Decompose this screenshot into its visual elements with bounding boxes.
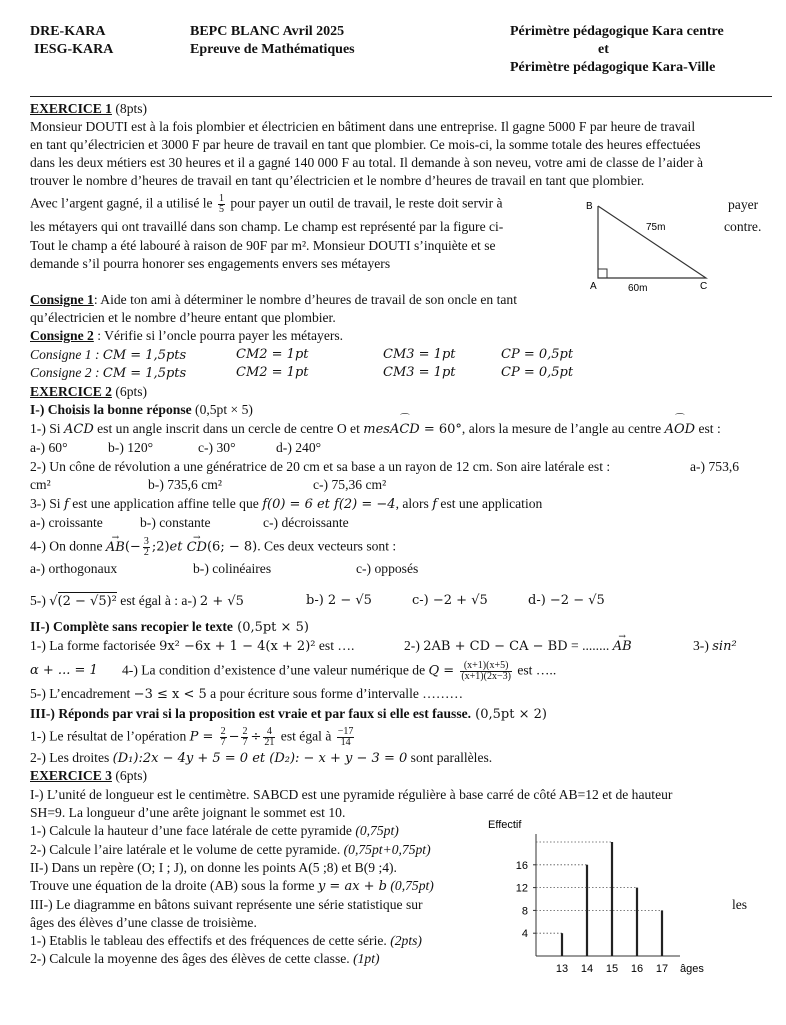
bareme-cp: CP = 0,5pt bbox=[501, 365, 574, 380]
header-perimeter-1: Périmètre pédagogique Kara centre bbox=[510, 24, 724, 39]
ex2-q3-opt-c: c-) décroissante bbox=[263, 515, 349, 530]
bareme-cm3: CM3 = 1pt bbox=[383, 365, 456, 380]
ex2-q2-opt-c: c-) 75,36 cm² bbox=[313, 477, 387, 492]
ex3-line: 1-) Etablis le tableau des effectifs et des fréquences de cette série. (2pts) bbox=[30, 933, 422, 948]
ex1-word-contre: contre. bbox=[724, 219, 762, 234]
ex3-heading: EXERCICE 3 (6pts) bbox=[30, 768, 148, 783]
ex2-q5-opt-c: c-) −2 + √5 bbox=[412, 593, 488, 608]
ex2-s3-q2: 2-) Les droites (D₁):2x − 4y + 5 = 0 et (D₂): − x + y − 3 = 0 sont parallèles. bbox=[30, 750, 493, 766]
ex2-q1-opt-a: a-) 60° bbox=[30, 440, 68, 455]
x-axis-label: âges bbox=[680, 963, 704, 975]
age-stick-diagram bbox=[480, 812, 720, 982]
header-perimeter-2: Périmètre pédagogique Kara-Ville bbox=[510, 60, 716, 75]
x-tick-label: 16 bbox=[630, 963, 644, 975]
ex2-s2-q3: 3-) sin² bbox=[693, 638, 737, 654]
ex1-line: trouver le nombre d’heures de travail en tant qu’électricien et le nombre d’heures de travail en tant que plombier. bbox=[30, 173, 645, 188]
ex2-q1: 1-) Si ⌒ ACD est un angle inscrit dans un cercle de centre O et mes⌒ ACD = 60°, alors la mesure de l’angle au centre ⌒ AOD est : bbox=[30, 420, 721, 438]
ex3-line: I-) L’unité de longueur est le centimètre. SABCD est une pyramide régulière à base carré de côté AB=12 et de hauteur bbox=[30, 787, 673, 802]
ex1-line: dans les deux métiers est 30 heures et il a gagné 140 000 F au total. Il demande à son neveu, votre ami de classe de l’aider à bbox=[30, 155, 704, 170]
ex3-line: 2-) Calcule l’aire latérale et le volume de cette pyramide. (0,75pt+0,75pt) bbox=[30, 842, 431, 857]
y-tick-label: 16 bbox=[515, 859, 528, 872]
field-triangle-figure bbox=[580, 196, 720, 296]
ex2-q2-opt-a: a-) 753,6 bbox=[690, 459, 740, 474]
y-axis-label: Effectif bbox=[488, 819, 522, 831]
ex2-q4-opt-b: b-) colinéaires bbox=[193, 561, 272, 576]
bareme-consigne-2: Consigne 2 : CM = 1,5pts bbox=[30, 365, 187, 381]
header-subject: Epreuve de Mathématiques bbox=[190, 42, 355, 57]
ex2-q3-opt-b: b-) constante bbox=[140, 515, 211, 530]
ex2-s2-q2: 2-) 2AB + CD − CA − BD = ........ → AB bbox=[404, 637, 632, 655]
ex2-section-2: II-) Complète sans recopier le texte (0,5pt × 5) bbox=[30, 619, 309, 635]
hypotenuse-length: 75m bbox=[646, 222, 666, 233]
y-tick-label: 8 bbox=[521, 905, 528, 918]
fraction-one-fifth: $\frac{1}{5}$ bbox=[218, 193, 224, 215]
ex2-q2-opt-b: b-) 735,6 cm² bbox=[148, 477, 222, 492]
consigne-2: Consigne 2 : Vérifie si l’oncle pourra payer les métayers. bbox=[30, 328, 344, 343]
bareme-cm3: CM3 = 1pt bbox=[383, 347, 456, 362]
bareme-cm2: CM2 = 1pt bbox=[236, 347, 309, 362]
ex2-q1-opt-c: c-) 30° bbox=[198, 440, 236, 455]
x-tick-label: 17 bbox=[655, 963, 669, 975]
ex2-q4-opt-a: a-) orthogonaux bbox=[30, 561, 118, 576]
ex2-s2-q4: 4-) La condition d’existence d’une valeur numérique de Q = $\frac{(x+1)(x+5)}{(x+1)(2x-3)}$ est ….. bbox=[122, 660, 557, 682]
ex2-q2-opt-a-unit: cm² bbox=[30, 477, 51, 492]
header-and: et bbox=[598, 42, 609, 57]
ex3-line: Trouve une équation de la droite (AB) sous la forme y = ax + b (0,75pt) bbox=[30, 878, 434, 894]
ex2-q4-opt-c: c-) opposés bbox=[356, 561, 419, 576]
vertex-b-label: B bbox=[586, 201, 593, 212]
ex2-q4: 4-) On donne → AB(− $\frac{3}{2}$ ;2)et → CD(6; − 8). Ces deux vecteurs sont : bbox=[30, 537, 396, 558]
ex3-line: III-) Le diagramme en bâtons suivant représente une série statistique sur bbox=[30, 897, 423, 912]
ex2-q1-opt-b: b-) 120° bbox=[108, 440, 154, 455]
ex2-s2-q1: 1-) La forme factorisée 9x² −6x + 1 − 4(x + 2)² est …. bbox=[30, 638, 355, 654]
header-divider bbox=[30, 96, 772, 97]
ex1-heading: EXERCICE 1 (8pts) bbox=[30, 101, 148, 116]
vertex-a-label: A bbox=[590, 281, 597, 292]
header-dre: DRE-KARA bbox=[30, 24, 106, 39]
ex1-line: Tout le champ a été labouré à raison de 90F par m². Monsieur DOUTI s’inquiète et se bbox=[30, 238, 496, 253]
ex2-heading: EXERCICE 2 (6pts) bbox=[30, 384, 148, 399]
ex1-line: les métayers qui ont travaillé dans son champ. Le champ est représenté par la figure ci- bbox=[30, 219, 504, 234]
ex1-line: Monsieur DOUTI est à la fois plombier et électricien en bâtiment dans une entreprise. Il gagne 5000 F par heure de travail bbox=[30, 119, 696, 134]
ex1-line: Avec l’argent gagné, il a utilisé le $\frac{1}{5}$ pour payer un outil de travail, le reste doit servir à bbox=[30, 193, 503, 215]
bareme-cp: CP = 0,5pt bbox=[501, 347, 574, 362]
x-tick-label: 14 bbox=[580, 963, 594, 975]
ex3-word-les: les bbox=[732, 897, 748, 912]
x-tick-label: 15 bbox=[605, 963, 619, 975]
vertex-c-label: C bbox=[700, 281, 708, 292]
ex2-q5: 5-) √(2 − √5)² est égal à : a-) 2 + √5 bbox=[30, 593, 244, 609]
ex2-q3-opt-a: a-) croissante bbox=[30, 515, 103, 530]
ex3-line: 2-) Calcule la moyenne des âges des élèves de cette classe. (1pt) bbox=[30, 951, 380, 966]
ex2-q5-opt-d: d-) −2 − √5 bbox=[528, 593, 605, 608]
consigne-1-cont: qu’électricien et le nombre d’heure entant que plombier. bbox=[30, 310, 336, 325]
ex2-s3-q1: 1-) Le résultat de l’opération P = $\frac{2}{7}$ − $\frac{2}{7}$ ÷ $\frac{4}{21}$ est égal à $\frac{-17}{14}$ bbox=[30, 726, 354, 748]
ex3-line: II-) Dans un repère (O; I ; J), on donne les points A(5 ;8) et B(9 ;4). bbox=[30, 860, 397, 875]
y-tick-label: 12 bbox=[515, 882, 528, 895]
ex2-section-3: III-) Réponds par vrai si la proposition est vraie et par faux si elle est fausse. (0,5pt × 2) bbox=[30, 706, 547, 722]
ex3-line: SH=9. La longueur d’une arête joignant le sommet est 10. bbox=[30, 805, 346, 820]
ex2-q3: 3-) Si f est une application affine telle que f(0) = 6 et f(2) = −4, alors f est une application bbox=[30, 496, 543, 512]
consigne-1: Consigne 1: Aide ton ami à déterminer le nombre d’heures de travail de son oncle en tant bbox=[30, 292, 517, 307]
x-tick-label: 13 bbox=[555, 963, 569, 975]
ex2-s2-q5: 5-) L’encadrement −3 ≤ x < 5 a pour écriture sous forme d’intervalle ……… bbox=[30, 686, 464, 702]
ex1-word-payer: payer bbox=[728, 197, 759, 212]
ex2-q1-opt-d: d-) 240° bbox=[276, 440, 322, 455]
ex2-q5-opt-b: b-) 2 − √5 bbox=[306, 593, 372, 608]
header-exam-title: BEPC BLANC Avril 2025 bbox=[190, 24, 345, 39]
ex2-section-1: I-) Choisis la bonne réponse (0,5pt × 5) bbox=[30, 402, 253, 417]
ex2-s2-q3-cont: α + ... = 1 bbox=[30, 663, 98, 678]
y-tick-label: 4 bbox=[521, 928, 528, 941]
bareme-cm2: CM2 = 1pt bbox=[236, 365, 309, 380]
ex2-q2: 2-) Un cône de révolution a une génératrice de 20 cm et sa base a un rayon de 12 cm. Son aire latérale est : bbox=[30, 459, 611, 474]
header-iesg: IESG-KARA bbox=[34, 42, 114, 57]
ex3-line: 1-) Calcule la hauteur d’une face latérale de cette pyramide (0,75pt) bbox=[30, 823, 399, 838]
bareme-consigne-1: Consigne 1 : CM = 1,5pts bbox=[30, 347, 187, 363]
base-length: 60m bbox=[628, 283, 648, 294]
ex3-line: âges des élèves d’une classe de troisième. bbox=[30, 915, 257, 930]
ex1-line: demande s’il pourra honorer ses engagements envers ses métayers bbox=[30, 256, 391, 271]
ex1-line: en tant qu’électricien et 3000 F par heure de travail en tant que plombier. Ce mois-ci, la somme totale des heures effectuées bbox=[30, 137, 701, 152]
